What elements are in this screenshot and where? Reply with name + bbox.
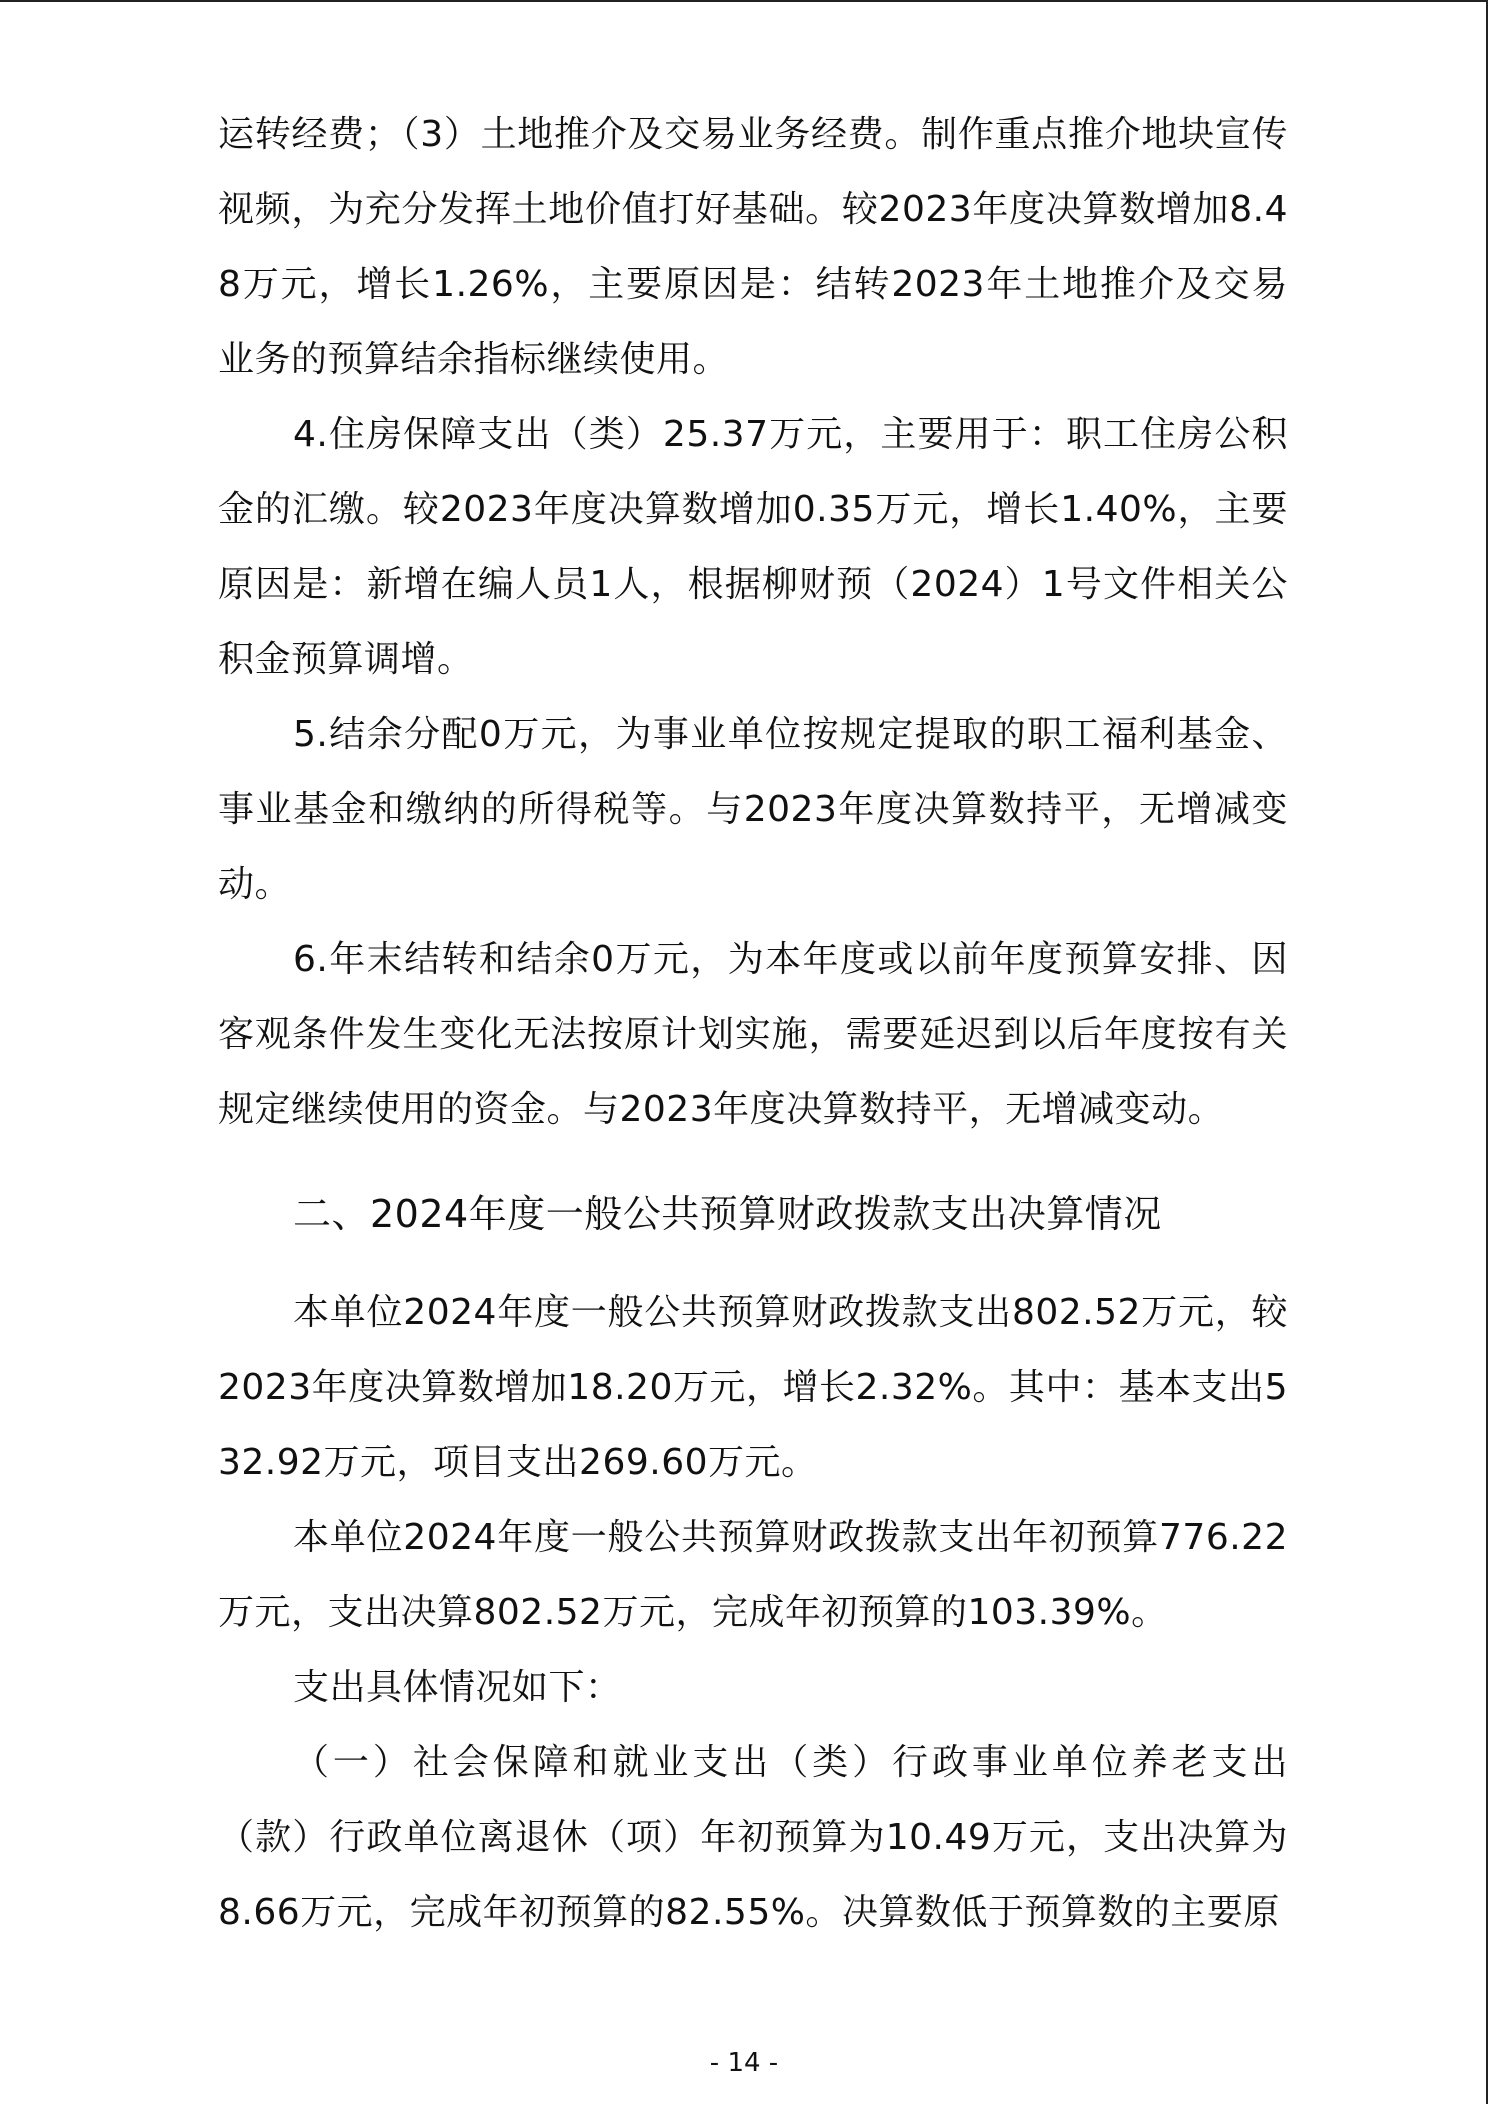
- paragraph-total-expenditure: 本单位2024年度一般公共预算财政拨款支出802.52万元，较2023年度决算数增加18.20万元，增长2.32%。其中：基本支出532.92万元，项目支出269.60万元。: [218, 1292, 1288, 1483]
- page-number: - 14 -: [709, 2048, 779, 2078]
- paragraph-continuation: 运转经费；（3）土地推介及交易业务经费。制作重点推介地块宣传视频，为充分发挥土地价值打好基础。较2023年度决算数增加8.48万元，增长1.26%，主要原因是：结转2023年土地推介及交易业务的预算结余指标继续使用。: [218, 114, 1288, 380]
- paragraph-housing-expenditure: 4.住房保障支出（类）25.37万元，主要用于：职工住房公积金的汇缴。较2023年度决算数增加0.35万元，增长1.40%，主要原因是：新增在编人员1人，根据柳财预（2024）1号文件相关公积金预算调增。: [218, 414, 1288, 680]
- paragraph-year-end-carryover: 6.年末结转和结余0万元，为本年度或以前年度预算安排、因客观条件发生变化无法按原计划实施，需要延迟到以后年度按有关规定继续使用的资金。与2023年度决算数持平，无增减变动。: [218, 939, 1288, 1130]
- paragraph-social-security: （一）社会保障和就业支出（类）行政事业单位养老支出（款）行政单位离退休（项）年初预算为10.49万元，支出决算为8.66万元，完成年初预算的82.55%。决算数低于预算数的主要原: [218, 1742, 1288, 1933]
- paragraph-budget-completion: 本单位2024年度一般公共预算财政拨款支出年初预算776.22万元，支出决算802.52万元，完成年初预算的103.39%。: [218, 1517, 1288, 1633]
- paragraph-details-intro: 支出具体情况如下：: [293, 1667, 622, 1708]
- document-body: [218, 97, 1288, 1950]
- paragraph-surplus-distribution: 5.结余分配0万元，为事业单位按规定提取的职工福利基金、事业基金和缴纳的所得税等。与2023年度决算数持平，无增减变动。: [218, 714, 1288, 905]
- section-heading: 二、2024年度一般公共预算财政拨款支出决算情况: [293, 1192, 1162, 1236]
